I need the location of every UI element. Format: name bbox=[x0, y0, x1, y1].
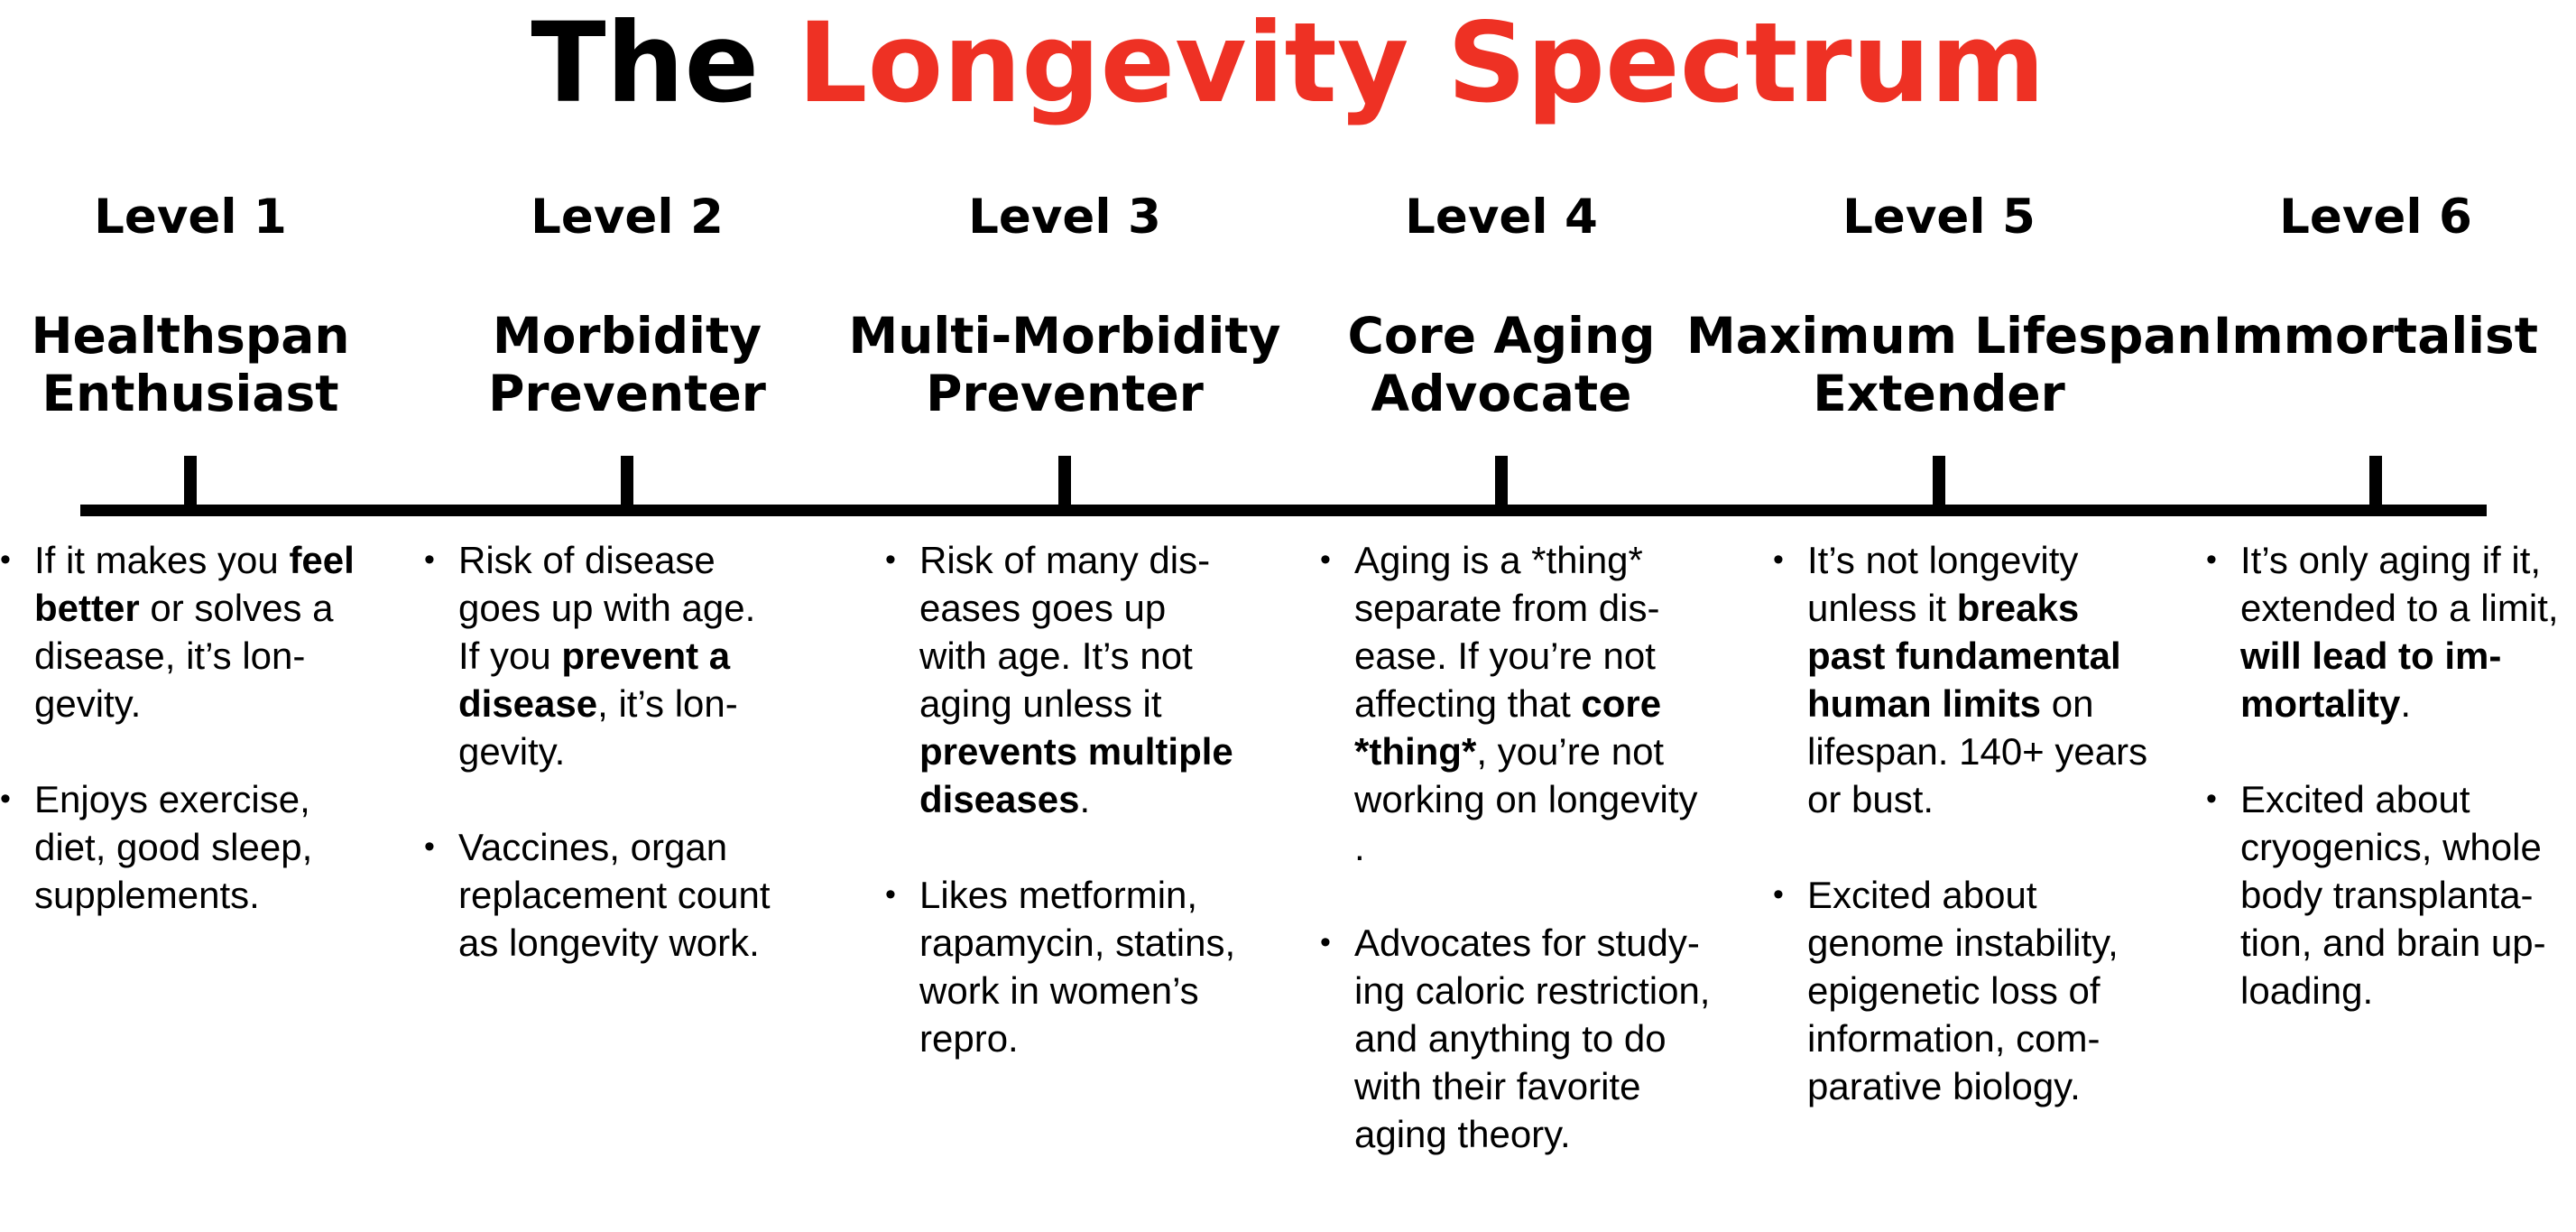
bullet-line bbox=[919, 727, 1255, 775]
spectrum-axis bbox=[80, 505, 2487, 516]
level-2-role bbox=[374, 307, 880, 422]
emphasis-text: feel bbox=[289, 539, 355, 581]
bullet-line bbox=[1354, 584, 1690, 632]
bullet-line bbox=[919, 871, 1255, 919]
bullet-line bbox=[34, 775, 370, 823]
text-run: . bbox=[1354, 826, 1365, 868]
emphasis-text: prevents multiple bbox=[919, 730, 1233, 773]
text-run: It’s only aging if it, bbox=[2240, 539, 2542, 581]
bullet-line bbox=[2240, 967, 2576, 1014]
bullet-line bbox=[1354, 1014, 1690, 1062]
bullet-line bbox=[1354, 632, 1690, 680]
bullet-line bbox=[458, 536, 794, 584]
bullet-line bbox=[2240, 632, 2576, 680]
text-run: Excited about bbox=[1807, 874, 2037, 916]
bullet-line bbox=[919, 1014, 1255, 1062]
level-2-label: Level 2 bbox=[531, 190, 724, 245]
bullet-point bbox=[1773, 871, 2143, 1110]
bullet-line bbox=[34, 871, 370, 919]
bullet-line bbox=[1354, 919, 1700, 967]
bullet-line bbox=[34, 584, 370, 632]
level-1-label: Level 1 bbox=[94, 190, 287, 245]
bullet-point bbox=[0, 536, 370, 727]
text-run: If it makes you bbox=[34, 539, 290, 581]
role-line: Enthusiast bbox=[42, 365, 339, 422]
level-5-description bbox=[1773, 536, 2148, 1158]
level-6-tick bbox=[2369, 456, 2382, 510]
emphasis-text: better bbox=[34, 587, 140, 629]
level-3-description bbox=[885, 536, 1255, 1110]
bullet-line bbox=[2240, 871, 2576, 919]
bullet-point bbox=[424, 536, 794, 775]
text-run: aging unless it bbox=[919, 682, 1162, 725]
text-run: and anything to do bbox=[1354, 1017, 1667, 1060]
bullet-line bbox=[1354, 823, 1690, 871]
bullet-line bbox=[1807, 1014, 2143, 1062]
text-run: or bust. bbox=[1807, 778, 1934, 820]
level-4-label: Level 4 bbox=[1405, 190, 1598, 245]
text-run: It’s not longevity bbox=[1807, 539, 2079, 581]
role-line: Healthspan bbox=[31, 307, 350, 365]
text-run: aging theory. bbox=[1354, 1113, 1571, 1155]
text-run: cryogenics, whole bbox=[2240, 826, 2542, 868]
text-run: Risk of many dis- bbox=[919, 539, 1211, 581]
bullet-point bbox=[1320, 919, 1711, 1158]
text-run: rapamycin, statins, bbox=[919, 922, 1236, 964]
text-run: as longevity work. bbox=[458, 922, 760, 964]
level-3-tick bbox=[1058, 456, 1071, 510]
bullet-line bbox=[1807, 632, 2143, 680]
bullet-line bbox=[34, 632, 370, 680]
role-line: Advocate bbox=[1371, 365, 1632, 422]
level-4-role bbox=[1249, 307, 1754, 422]
role-line: Preventer bbox=[488, 365, 766, 422]
text-run: eases goes up bbox=[919, 587, 1167, 629]
bullet-point bbox=[885, 536, 1255, 823]
text-run: disease, it’s lon- bbox=[34, 635, 306, 677]
level-6-description bbox=[2206, 536, 2576, 1062]
text-run: information, com- bbox=[1807, 1017, 2101, 1060]
role-line: Multi-Morbidity bbox=[848, 307, 1281, 365]
bullet-point bbox=[1773, 536, 2148, 823]
text-run: extended to a limit, bbox=[2240, 587, 2559, 629]
level-2-tick bbox=[621, 456, 633, 510]
text-run: affecting that bbox=[1354, 682, 1582, 725]
text-run: ease. If you’re not bbox=[1354, 635, 1656, 677]
bullet-line bbox=[458, 823, 794, 871]
bullet-line bbox=[1354, 1110, 1690, 1158]
emphasis-text: mortality bbox=[2240, 682, 2401, 725]
bullet-line bbox=[1354, 727, 1690, 775]
bullet-line bbox=[919, 967, 1255, 1014]
role-line: Preventer bbox=[926, 365, 1204, 422]
emphasis-text: core bbox=[1581, 682, 1662, 725]
bullet-line bbox=[1807, 919, 2143, 967]
level-5-role bbox=[1686, 307, 2212, 422]
level-5-tick bbox=[1933, 456, 1945, 510]
emphasis-text: disease bbox=[458, 682, 598, 725]
text-run: Enjoys exercise, bbox=[34, 778, 310, 820]
role-line: Core Aging bbox=[1347, 307, 1656, 365]
text-run: loading. bbox=[2240, 969, 2374, 1012]
bullet-line bbox=[1807, 680, 2143, 727]
text-run: Excited about bbox=[2240, 778, 2470, 820]
text-run: gevity. bbox=[34, 682, 142, 725]
text-run: genome instability, bbox=[1807, 922, 2119, 964]
level-1-description bbox=[0, 536, 370, 967]
bullet-line bbox=[34, 536, 370, 584]
bullet-line bbox=[919, 536, 1255, 584]
bullet-line bbox=[1807, 967, 2143, 1014]
text-run: repro. bbox=[919, 1017, 1019, 1060]
level-5-label: Level 5 bbox=[1842, 190, 2036, 245]
bullet-line bbox=[919, 632, 1255, 680]
bullet-line bbox=[2240, 536, 2576, 584]
text-run: with age. It’s not bbox=[919, 635, 1193, 677]
bullet-line bbox=[1807, 584, 2143, 632]
text-run: gevity. bbox=[458, 730, 566, 773]
emphasis-text: *thing* bbox=[1354, 730, 1477, 773]
text-run: with their favorite bbox=[1354, 1065, 1641, 1107]
bullet-line bbox=[1807, 536, 2143, 584]
bullet-point bbox=[2206, 775, 2576, 1014]
text-run: Advocates for study- bbox=[1354, 922, 1700, 964]
text-run: supplements. bbox=[34, 874, 260, 916]
bullet-line bbox=[1807, 1062, 2143, 1110]
bullet-line bbox=[919, 775, 1255, 823]
text-run: on bbox=[2041, 682, 2094, 725]
bullet-line bbox=[1354, 536, 1690, 584]
text-run: parative biology. bbox=[1807, 1065, 2081, 1107]
title-highlight: Longevity Spectrum bbox=[797, 0, 2045, 127]
bullet-point bbox=[0, 775, 370, 919]
bullet-line bbox=[919, 919, 1255, 967]
level-6-label: Level 6 bbox=[2279, 190, 2472, 245]
level-3-role bbox=[812, 307, 1317, 422]
text-run: diet, good sleep, bbox=[34, 826, 313, 868]
emphasis-text: past fundamental bbox=[1807, 635, 2121, 677]
bullet-line bbox=[1807, 871, 2143, 919]
text-run: or solves a bbox=[139, 587, 334, 629]
text-run: goes up with age. bbox=[458, 587, 756, 629]
text-run: , you’re not bbox=[1476, 730, 1665, 773]
text-run: Risk of disease bbox=[458, 539, 716, 581]
text-run: replacement count bbox=[458, 874, 771, 916]
bullet-line bbox=[458, 632, 794, 680]
bullet-line bbox=[2240, 823, 2576, 871]
role-line: Maximum Lifespan bbox=[1686, 307, 2212, 365]
text-run: Vaccines, organ bbox=[458, 826, 728, 868]
bullet-line bbox=[458, 919, 794, 967]
level-4-description bbox=[1320, 536, 1711, 1206]
page-title bbox=[0, 0, 2576, 126]
text-run: epigenetic loss of bbox=[1807, 969, 2101, 1012]
bullet-line bbox=[2240, 919, 2576, 967]
bullet-line bbox=[458, 871, 794, 919]
text-run: Aging is a *thing* bbox=[1354, 539, 1643, 581]
level-3-label: Level 3 bbox=[968, 190, 1161, 245]
text-run: , it’s lon- bbox=[597, 682, 738, 725]
bullet-line bbox=[2240, 680, 2576, 727]
title-prefix: The bbox=[531, 0, 798, 127]
text-run: lifespan. 140+ years bbox=[1807, 730, 2148, 773]
level-1-tick bbox=[184, 456, 197, 510]
text-run: body transplanta- bbox=[2240, 874, 2534, 916]
bullet-line bbox=[2240, 584, 2576, 632]
bullet-line bbox=[1354, 1062, 1690, 1110]
level-6-role bbox=[2123, 307, 2576, 365]
bullet-line bbox=[1807, 775, 2143, 823]
level-4-tick bbox=[1495, 456, 1508, 510]
bullet-line bbox=[1807, 727, 2148, 775]
bullet-line bbox=[1354, 967, 1711, 1014]
text-run: . bbox=[1079, 778, 1091, 820]
text-run: unless it bbox=[1807, 587, 1957, 629]
bullet-line bbox=[458, 584, 794, 632]
bullet-line bbox=[1354, 775, 1698, 823]
bullet-line bbox=[458, 727, 794, 775]
role-line: Extender bbox=[1813, 365, 2065, 422]
emphasis-text: prevent a bbox=[561, 635, 731, 677]
bullet-line bbox=[919, 584, 1255, 632]
text-run: Likes metformin, bbox=[919, 874, 1198, 916]
bullet-point bbox=[1320, 536, 1698, 871]
emphasis-text: human limits bbox=[1807, 682, 2042, 725]
role-line: Morbidity bbox=[492, 307, 762, 365]
bullet-line bbox=[34, 823, 370, 871]
level-2-description bbox=[424, 536, 794, 1014]
emphasis-text: breaks bbox=[1956, 587, 2080, 629]
bullet-point bbox=[424, 823, 794, 967]
emphasis-text: will lead to im- bbox=[2240, 635, 2502, 677]
bullet-point bbox=[2206, 536, 2576, 727]
bullet-line bbox=[34, 680, 370, 727]
emphasis-text: diseases bbox=[919, 778, 1080, 820]
bullet-line bbox=[1354, 680, 1690, 727]
bullet-line bbox=[919, 680, 1255, 727]
text-run: working on longevity bbox=[1354, 778, 1698, 820]
text-run: . bbox=[2400, 682, 2412, 725]
text-run: tion, and brain up- bbox=[2240, 922, 2546, 964]
text-run: separate from dis- bbox=[1354, 587, 1660, 629]
text-run: work in women’s bbox=[919, 969, 1199, 1012]
bullet-point bbox=[885, 871, 1255, 1062]
bullet-line bbox=[2240, 775, 2576, 823]
bullet-line bbox=[458, 680, 794, 727]
text-run: If you bbox=[458, 635, 562, 677]
text-run: ing caloric restriction, bbox=[1354, 969, 1711, 1012]
role-line: Immortalist bbox=[2212, 307, 2539, 365]
